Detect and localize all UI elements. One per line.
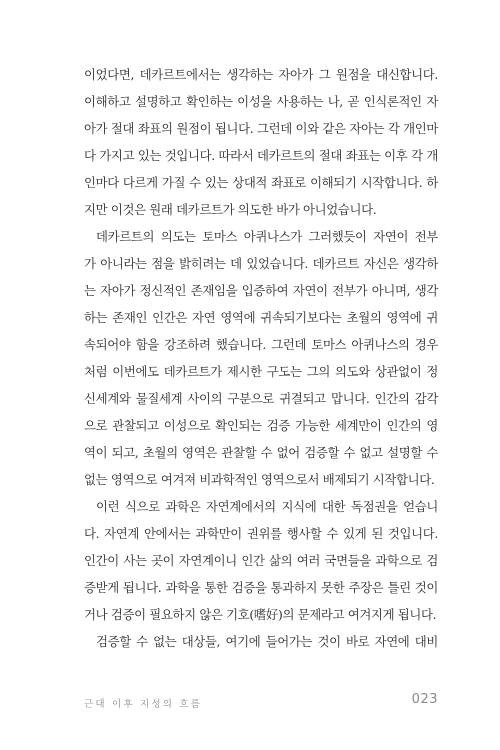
text-line: 인마다 다르게 가질 수 있는 상대적 좌표로 이해되기 시작합니다. 하 bbox=[84, 175, 438, 190]
page-number: 023 bbox=[411, 692, 438, 707]
text-line: 하는 존재인 인간은 자연 영역에 귀속되기보다는 초월의 영역에 귀 bbox=[84, 310, 438, 325]
text-line: 으로 관찰되고 이성으로 확인되는 검증 가능한 세계만이 인간의 영 bbox=[84, 418, 438, 433]
text-line: 속되어야 함을 강조하려 했습니다. 그런데 토마스 아퀴나스의 경우 bbox=[84, 337, 438, 352]
paragraph-first-line: 데카르트의 의도는 토마스 아퀴나스가 그러했듯이 자연이 전부 bbox=[96, 229, 438, 244]
text-line: 이해하고 설명하고 확인하는 이성을 사용하는 나, 곧 인식론적인 자 bbox=[84, 94, 438, 109]
text-line: 신세계와 물질세계 사이의 구분으로 귀결되고 맙니다. 인간의 감각 bbox=[84, 391, 438, 406]
page-footer bbox=[84, 692, 438, 712]
text-line: 이었다면, 데카르트에서는 생각하는 자아가 그 원점을 대신합니다. bbox=[84, 67, 438, 82]
text-line: 다. 자연계 안에서는 과학만이 권위를 행사할 수 있게 된 것입니다. bbox=[84, 526, 438, 541]
text-line: 인간이 사는 곳이 자연계이니 인간 삶의 여러 국면들을 과학으로 검 bbox=[84, 553, 438, 568]
text-line: 지만 이것은 원래 데카르트가 의도한 바가 아니었습니다. bbox=[84, 202, 377, 217]
text-line: 아가 절대 좌표의 원점이 됩니다. 그런데 이와 같은 자아는 각 개인마 bbox=[84, 121, 438, 136]
text-line: 가 아니라는 점을 밝히려는 데 있었습니다. 데카르트 자신은 생각하 bbox=[84, 256, 438, 271]
text-line: 는 자아가 정신적인 존재임을 입증하여 자연이 전부가 아니며, 생각 bbox=[84, 283, 438, 298]
text-line: 역이 되고, 초월의 영역은 관찰할 수 없어 검증할 수 없고 설명할 수 bbox=[84, 445, 438, 460]
text-line: 거나 검증이 필요하지 않은 기호(嗜好)의 문제라고 여겨지게 됩니다. bbox=[84, 607, 437, 622]
running-head: 근대 이후 지성의 흐름 bbox=[84, 699, 203, 710]
text-line: 다 가지고 있는 것입니다. 따라서 데카르트의 절대 좌표는 이후 각 개 bbox=[84, 148, 438, 163]
text-line: 없는 영역으로 여겨져 비과학적인 영역으로서 배제되기 시작합니다. bbox=[84, 472, 435, 487]
text-line: 증받게 됩니다. 과학을 통한 검증을 통과하지 못한 주장은 틀린 것이 bbox=[84, 580, 438, 595]
text-line: 처럼 이번에도 데카르트가 제시한 구도는 그의 의도와 상관없이 정 bbox=[84, 364, 438, 379]
paragraph-first-line: 검증할 수 없는 대상들, 여기에 들어가는 것이 바로 자연에 대비 bbox=[96, 634, 438, 649]
paragraph-first-line: 이런 식으로 과학은 자연계에서의 지식에 대한 독점권을 얻습니 bbox=[96, 499, 438, 514]
